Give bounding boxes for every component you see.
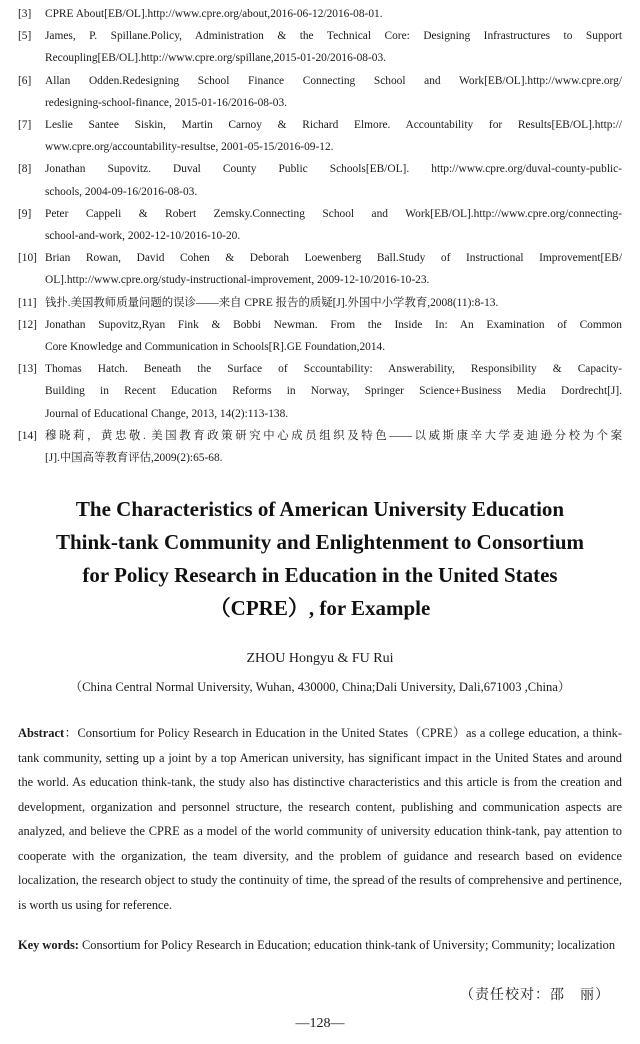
reference-list: [18, 3, 622, 469]
reference-line: [J].中国高等教育评估,2009(2):65-68.: [45, 452, 223, 465]
reference-number: [12]: [18, 318, 37, 331]
reference-text: [45, 3, 622, 25]
reference-line: school-and-work, 2002-12-10/2016-10-20.: [45, 230, 241, 243]
reference-item: [18, 3, 622, 25]
reference-text: [45, 247, 622, 291]
reference-number: [6]: [18, 74, 32, 87]
reference-line: redesigning-school-finance, 2015-01-16/2016-08-03.: [45, 96, 287, 109]
reference-line: Core Knowledge and Communication in Schools[R].GE Foundation,2014.: [45, 341, 386, 354]
reference-item: [18, 358, 622, 425]
page-number: —128—: [295, 1016, 345, 1031]
reference-line: Peter Cappeli & Robert Zemsky.Connecting School and Work[EB/OL].http://www.cpre.org/connecting-: [45, 207, 622, 220]
reference-number: [9]: [18, 207, 32, 220]
abstract-separator: ：: [64, 726, 78, 740]
title-line: Think-tank Community and Enlightenment to Consortium: [55, 530, 584, 554]
reference-line: Jonathan Supovitz,Ryan Fink & Bobbi Newman. From the Inside In: An Examination of Common: [45, 318, 622, 331]
reference-text: [45, 425, 622, 469]
reference-line: CPRE About[EB/OL].http://www.cpre.org/about,2016-06-12/2016-08-01.: [45, 8, 383, 20]
reference-line: schools, 2004-09-16/2016-08-03.: [45, 185, 198, 198]
reference-number: [11]: [18, 296, 37, 309]
reference-line: 穆晓莉，黄忠敬. 美国教育政策研究中心成员组织及特色——以威斯康辛大学麦迪逊分校为个案: [45, 429, 622, 442]
reference-line: James, P. Spillane.Policy, Administration & the Technical Core: Designing Infrastructures to Support: [45, 30, 622, 43]
reference-line: Recoupling[EB/OL].http://www.cpre.org/spillane,2015-01-20/2016-08-03.: [45, 52, 387, 65]
reference-number: [8]: [18, 163, 32, 176]
reference-line: Building in Recent Education Reforms in Norway, Springer Science+Business Media Dordrecht[J].: [45, 385, 622, 398]
reference-text: [45, 358, 622, 425]
reference-text: [45, 114, 622, 158]
reference-line: OL].http://www.cpre.org/study-instructional-improvement, 2009-12-10/2016-10-23.: [45, 274, 430, 287]
reference-item: [18, 292, 622, 314]
reference-item: [18, 314, 622, 358]
reference-text: [45, 70, 622, 114]
reference-item: [18, 203, 622, 247]
reference-number: [3]: [18, 8, 32, 20]
reference-number: [5]: [18, 30, 32, 43]
reference-number: [14]: [18, 429, 37, 442]
abstract-label: Abstract: [18, 726, 65, 740]
reference-number: [10]: [18, 252, 37, 265]
reference-line: Brian Rowan, David Cohen & Deborah Loewenberg Ball.Study of Instructional Improvement[EB/: [45, 252, 622, 265]
affiliation: （China Central Normal University, Wuhan, 430000, China;Dali University, Dali,671003 ,China）: [69, 680, 571, 694]
abstract: [18, 721, 622, 917]
title-line: （CPRE）, for Example: [209, 596, 431, 620]
reference-number: [7]: [18, 119, 32, 132]
keywords: [18, 934, 622, 958]
reference-line: Leslie Santee Siskin, Martin Carnoy & Richard Elmore. Accountability for Results[EB/OL].http://: [45, 119, 622, 132]
article-title: [10, 493, 630, 625]
keywords-text: Consortium for Policy Research in Education; education think-tank of University; Community; localization: [78, 938, 616, 952]
reference-line: 钱扑.美国教师质量问题的误诊——来自 CPRE 报告的质疑[J].外国中小学教育,2008(11):8-13.: [45, 296, 499, 309]
title-line: The Characteristics of American University Education: [75, 497, 565, 521]
abstract-text: Consortium for Policy Research in Education in the United States（CPRE）as a college education, a think-tank community, setting up a joint by a top American university, has significant impact in the United States and around the world. As education think-tank, the study also has distinctive characteristics and this article is from the creation and development, organization and personnel structure, the research content, publishing and communication aspects are analyzed, and believe the CPRE as a model of the world community of university education think-tank, pay attention to cooperate with the organization, the team diversity, and the problem of guidance and research based on evidence localization, the research object to study the continuity of time, the spread of the results of comprehensive and pertinence, is worth us using for reference.: [18, 726, 622, 912]
reference-line: Allan Odden.Redesigning School Finance Connecting School and Work[EB/OL].http://www.cpre.org/: [45, 74, 622, 87]
reference-item: [18, 247, 622, 291]
reference-text: [45, 158, 622, 202]
reference-text: [45, 203, 622, 247]
reference-item: [18, 25, 622, 69]
reference-text: [45, 314, 622, 358]
proofreader-note: （责任校对：邵 丽）: [460, 988, 610, 1003]
keywords-label: Key words:: [18, 938, 79, 952]
reference-item: [18, 70, 622, 114]
reference-number: [13]: [18, 363, 37, 376]
reference-line: Jonathan Supovitz. Duval County Public Schools[EB/OL]. http://www.cpre.org/duval-county-public-: [45, 163, 622, 176]
reference-line: www.cpre.org/accountability-resultse, 2001-05-15/2016-09-12.: [45, 141, 334, 154]
reference-item: [18, 425, 622, 469]
reference-item: [18, 114, 622, 158]
reference-line: Journal of Educational Change, 2013, 14(2):113-138.: [45, 407, 289, 420]
reference-text: [45, 292, 622, 314]
reference-line: Thomas Hatch. Beneath the Surface of Sccountability: Answerability, Responsibility & Capacity-: [45, 363, 622, 376]
title-line: for Policy Research in Education in the United States: [82, 563, 558, 587]
authors: ZHOU Hongyu & FU Rui: [246, 651, 394, 666]
reference-text: [45, 25, 622, 69]
reference-item: [18, 158, 622, 202]
